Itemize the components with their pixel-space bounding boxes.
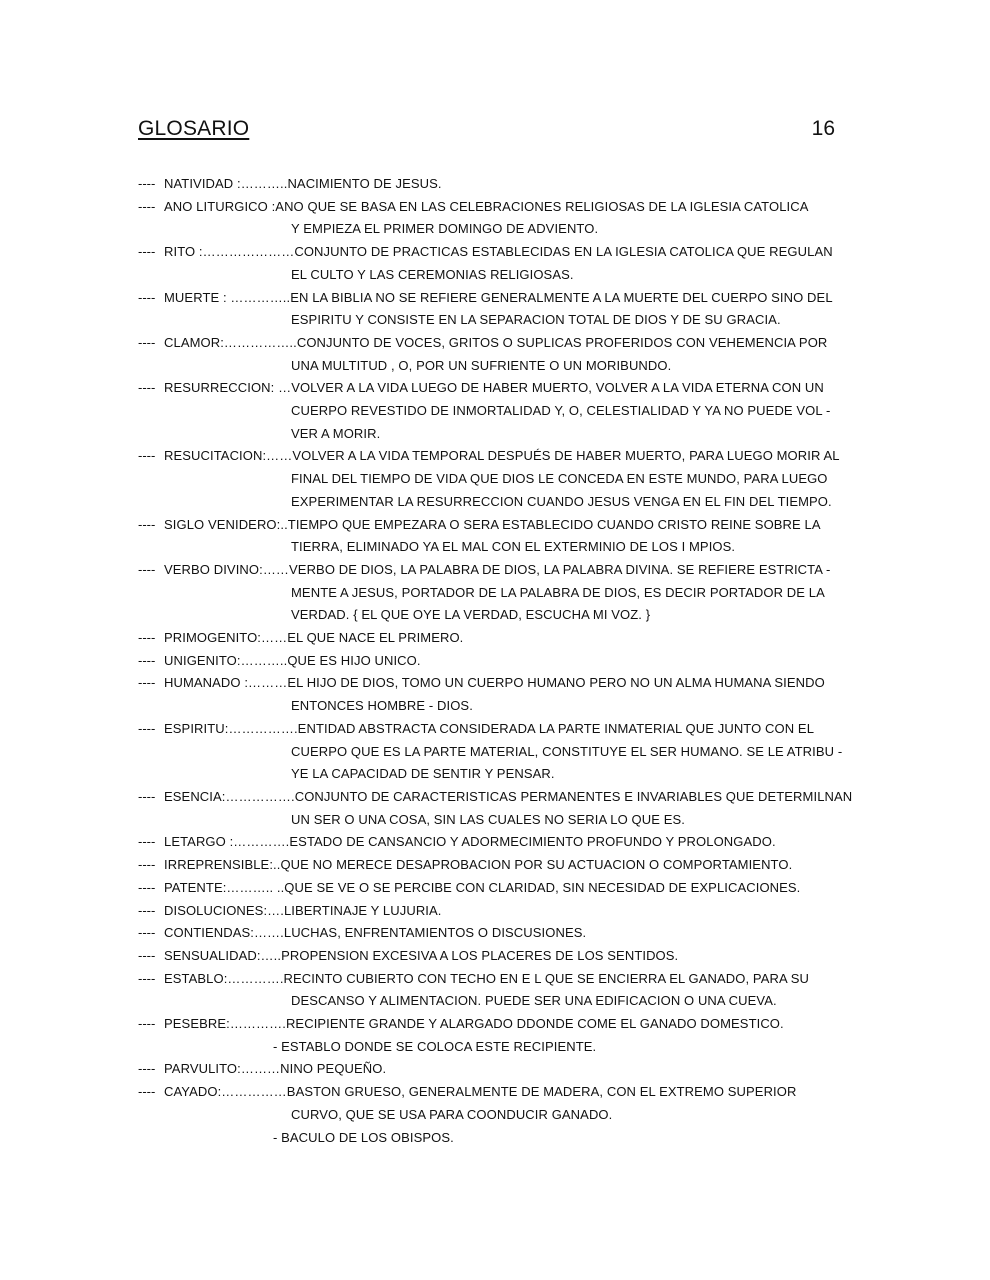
glossary-term: DISOLUCIONES:…. xyxy=(164,902,284,918)
glossary-term: LETARGO :…………. xyxy=(164,834,290,850)
glossary-list xyxy=(138,173,858,1149)
glossary-definition: .ENTIDAD ABSTRACTA CONSIDERADA LA PARTE INMATERIAL QUE JUNTO CON EL xyxy=(293,720,815,736)
glossary-term: RESURRECCION: … xyxy=(164,380,292,396)
glossary-definition-continuation: EXPERIMENTAR LA RESURRECCION CUANDO JESUS VENGA EN EL FIN DEL TIEMPO. xyxy=(291,493,832,509)
glossary-entry xyxy=(138,1081,858,1149)
glossary-definition: .RECIPIENTE GRANDE Y ALARGADO DDONDE COME EL GANADO DOMESTICO. xyxy=(282,1016,784,1032)
glossary-definition-continuation: EL CULTO Y LAS CEREMONIAS RELIGIOSAS. xyxy=(291,266,574,282)
glossary-definition: LIBERTINAJE Y LUJURIA. xyxy=(283,902,442,918)
glossary-entry-line xyxy=(138,377,858,400)
glossary-definition: .QUE SE VE O SE PERCIBE CON CLARIDAD, SIN NECESIDAD DE EXPLICACIONES. xyxy=(280,879,801,895)
glossary-entry-line xyxy=(138,1081,858,1104)
entry-dash: ---- xyxy=(138,947,156,963)
glossary-term: CLAMOR:…………….. xyxy=(164,334,297,350)
glossary-entry-line xyxy=(138,831,858,854)
glossary-definition-continuation: YE LA CAPACIDAD DE SENTIR Y PENSAR. xyxy=(291,766,555,782)
entry-dash: ---- xyxy=(138,1061,156,1077)
glossary-term: ANO LITURGICO : xyxy=(164,198,276,214)
entry-dash: ---- xyxy=(138,630,156,646)
glossary-definition-continuation: DESCANSO Y ALIMENTACION. PUEDE SER UNA EDIFICACION O UNA CUEVA. xyxy=(291,993,777,1009)
glossary-term: MUERTE : ………….. xyxy=(164,289,291,305)
entry-dash: ---- xyxy=(138,448,156,464)
glossary-entry-line xyxy=(138,241,858,264)
glossary-definition: EL QUE NACE EL PRIMERO. xyxy=(287,630,464,646)
glossary-entry-line xyxy=(138,559,858,582)
glossary-entry-line xyxy=(138,196,858,219)
entry-dash: ---- xyxy=(138,176,156,191)
glossary-entry-line xyxy=(138,922,858,945)
glossary-term: HUMANADO :……… xyxy=(164,675,288,691)
glossary-entry xyxy=(138,559,858,627)
glossary-definition-continuation: CUERPO REVESTIDO DE INMORTALIDAD Y, O, CELESTIALIDAD Y YA NO PUEDE VOL - xyxy=(291,403,831,419)
glossary-entry-line xyxy=(138,786,858,809)
glossary-entry xyxy=(138,173,858,196)
glossary-entry xyxy=(138,196,858,241)
glossary-definition: .RECINTO CUBIERTO CON TECHO EN E L QUE SE ENCIERRA EL GANADO, PARA SU xyxy=(279,970,810,986)
glossary-definition: EN LA BIBLIA NO SE REFIERE GENERALMENTE A LA MUERTE DEL CUERPO SINO DEL xyxy=(290,289,833,305)
entry-dash: ---- xyxy=(138,1084,156,1100)
glossary-definition-continuation: Y EMPIEZA EL PRIMER DOMINGO DE ADVIENTO. xyxy=(291,221,599,237)
glossary-entry-line xyxy=(138,445,858,468)
glossary-entry-line xyxy=(138,287,858,310)
glossary-term: ESTABLO:………… xyxy=(164,970,280,986)
glossary-entry xyxy=(138,377,858,445)
glossary-definition: CONJUNTO DE CARACTERISTICAS PERMANENTES E INVARIABLES QUE DETERMILNAN xyxy=(294,788,853,804)
glossary-term: UNIGENITO:……….. xyxy=(164,652,288,668)
entry-dash: ---- xyxy=(138,198,156,214)
entry-dash: ---- xyxy=(138,334,156,350)
glossary-definition: ESTADO DE CANSANCIO Y ADORMECIMIENTO PROFUNDO Y PROLONGADO. xyxy=(289,834,776,850)
entry-dash: ---- xyxy=(138,561,156,577)
glossary-sub-definition: - ESTABLO DONDE SE COLOCA ESTE RECIPIENTE. xyxy=(273,1038,597,1054)
glossary-definition: NACIMIENTO DE JESUS. xyxy=(287,176,442,191)
glossary-entry-line xyxy=(138,514,858,537)
glossary-definition: ANO QUE SE BASA EN LAS CELEBRACIONES RELIGIOSAS DE LA IGLESIA CATOLICA xyxy=(275,198,809,214)
glossary-term: RESUCITACION:…… xyxy=(164,448,293,464)
entry-dash: ---- xyxy=(138,380,156,396)
glossary-definition: BASTON GRUESO, GENERALMENTE DE MADERA, CON EL EXTREMO SUPERIOR xyxy=(286,1084,797,1100)
glossary-entry xyxy=(138,1013,858,1058)
glossary-entry-line xyxy=(138,1013,858,1036)
glossary-entry xyxy=(138,922,858,945)
glossary-term: IRREPRENSIBLE:.. xyxy=(164,857,281,873)
glossary-term: PARVULITO:……… xyxy=(164,1061,281,1077)
glossary-definition-continuation: ESPIRITU Y CONSISTE EN LA SEPARACION TOTAL DE DIOS Y DE SU GRACIA. xyxy=(291,312,781,328)
glossary-term: CAYADO:…………… xyxy=(164,1084,287,1100)
glossary-entry xyxy=(138,514,858,559)
glossary-entry xyxy=(138,287,858,332)
entry-dash: ---- xyxy=(138,925,156,941)
glossary-term: ESENCIA:……………. xyxy=(164,788,295,804)
glossary-definition-continuation: MENTE A JESUS, PORTADOR DE LA PALABRA DE DIOS, ES DECIR PORTADOR DE LA xyxy=(291,584,825,600)
glossary-definition-continuation: VERDAD. { EL QUE OYE LA VERDAD, ESCUCHA MI VOZ. } xyxy=(291,607,651,623)
glossary-definition: EL HIJO DE DIOS, TOMO UN CUERPO HUMANO PERO NO UN ALMA HUMANA SIENDO xyxy=(287,675,825,691)
entry-dash: ---- xyxy=(138,902,156,918)
glossary-definition: VOLVER A LA VIDA LUEGO DE HABER MUERTO, VOLVER A LA VIDA ETERNA CON UN xyxy=(291,380,824,396)
glossary-definition: LUCHAS, ENFRENTAMIENTOS O DISCUSIONES. xyxy=(283,925,587,941)
glossary-term: SIGLO VENIDERO:.. xyxy=(164,516,288,532)
glossary-entry xyxy=(138,877,858,900)
glossary-definition-continuation: UN SER O UNA COSA, SIN LAS CUALES NO SERIA LO QUE ES. xyxy=(291,811,685,827)
glossary-entry-line xyxy=(138,877,858,900)
glossary-entry-line xyxy=(138,332,858,355)
glossary-definition: NINO PEQUEÑO. xyxy=(280,1061,387,1077)
entry-dash: ---- xyxy=(138,788,156,804)
glossary-entry xyxy=(138,968,858,1013)
entry-dash: ---- xyxy=(138,652,156,668)
glossary-definition-continuation: VER A MORIR. xyxy=(291,425,381,441)
page-header xyxy=(138,117,838,145)
entry-dash: ---- xyxy=(138,720,156,736)
glossary-definition-continuation: CUERPO QUE ES LA PARTE MATERIAL, CONSTITUYE EL SER HUMANO. SE LE ATRIBU - xyxy=(291,743,843,759)
entry-dash: ---- xyxy=(138,516,156,532)
entry-dash: ---- xyxy=(138,289,156,305)
glossary-entry-line xyxy=(138,945,858,968)
glossary-entry xyxy=(138,1058,858,1081)
glossary-entry xyxy=(138,332,858,377)
glossary-term: PESEBRE:………… xyxy=(164,1016,283,1032)
glossary-entry-line xyxy=(138,650,858,673)
glossary-definition: VOLVER A LA VIDA TEMPORAL DESPUÉS DE HABER MUERTO, PARA LUEGO MORIR AL xyxy=(292,448,840,464)
entry-dash: ---- xyxy=(138,857,156,873)
glossary-entry xyxy=(138,900,858,923)
glossary-entry-line xyxy=(138,718,858,741)
glossary-term: ESPIRITU:…………… xyxy=(164,720,294,736)
page-number: 16 xyxy=(811,117,835,140)
glossary-definition-continuation: TIERRA, ELIMINADO YA EL MAL CON EL EXTERMINIO DE LOS I MPIOS. xyxy=(291,539,736,555)
glossary-definition: PROPENSION EXCESIVA A LOS PLACERES DE LOS SENTIDOS. xyxy=(281,947,679,963)
glossary-entry-line xyxy=(138,968,858,991)
glossary-entry-line xyxy=(138,900,858,923)
glossary-definition-continuation: FINAL DEL TIEMPO DE VIDA QUE DIOS LE CONCEDA EN ESTE MUNDO, PARA LUEGO xyxy=(291,471,828,487)
glossary-entry xyxy=(138,241,858,286)
glossary-entry xyxy=(138,672,858,717)
glossary-definition: QUE NO MERECE DESAPROBACION POR SU ACTUACION O COMPORTAMIENTO. xyxy=(280,857,793,873)
glossary-entry-line xyxy=(138,1058,858,1081)
glossary-entry xyxy=(138,445,858,513)
glossary-term: RITO :………………… xyxy=(164,244,295,260)
glossary-definition-continuation: CURVO, QUE SE USA PARA COONDUCIR GANADO. xyxy=(291,1106,613,1122)
entry-dash: ---- xyxy=(138,675,156,691)
glossary-definition: CONJUNTO DE PRACTICAS ESTABLECIDAS EN LA IGLESIA CATOLICA QUE REGULAN xyxy=(294,244,833,260)
glossary-definition: VERBO DE DIOS, LA PALABRA DE DIOS, LA PALABRA DIVINA. SE REFIERE ESTRICTA - xyxy=(289,561,831,577)
entry-dash: ---- xyxy=(138,244,156,260)
glossary-definition: QUE ES HIJO UNICO. xyxy=(287,652,421,668)
glossary-entry-line xyxy=(138,627,858,650)
glossary-entry xyxy=(138,650,858,673)
glossary-entry xyxy=(138,854,858,877)
glossary-term: VERBO DIVINO:…… xyxy=(164,561,290,577)
entry-dash: ---- xyxy=(138,970,156,986)
glossary-term: SENSUALIDAD:….. xyxy=(164,947,282,963)
glossary-entry xyxy=(138,945,858,968)
page-title: GLOSARIO xyxy=(138,117,250,140)
entry-dash: ---- xyxy=(138,834,156,850)
entry-dash: ---- xyxy=(138,879,156,895)
glossary-entry-line xyxy=(138,672,858,695)
glossary-definition: TIEMPO QUE EMPEZARA O SERA ESTABLECIDO CUANDO CRISTO REINE SOBRE LA xyxy=(287,516,821,532)
glossary-entry xyxy=(138,627,858,650)
glossary-entry xyxy=(138,831,858,854)
glossary-entry-line xyxy=(138,173,858,196)
glossary-entry-line xyxy=(138,854,858,877)
glossary-sub-definition: - BACULO DE LOS OBISPOS. xyxy=(273,1129,454,1145)
glossary-entry xyxy=(138,718,858,786)
glossary-entry xyxy=(138,786,858,831)
glossary-definition-continuation: ENTONCES HOMBRE - DIOS. xyxy=(291,698,473,714)
glossary-term: PATENTE:……….. . xyxy=(164,879,281,895)
glossary-term: NATIVIDAD :……….. xyxy=(164,176,288,191)
glossary-term: PRIMOGENITO:…… xyxy=(164,630,288,646)
entry-dash: ---- xyxy=(138,1016,156,1032)
glossary-definition-continuation: UNA MULTITUD , O, POR UN SUFRIENTE O UN MORIBUNDO. xyxy=(291,357,672,373)
glossary-term: CONTIENDAS:……. xyxy=(164,925,284,941)
glossary-definition: CONJUNTO DE VOCES, GRITOS O SUPLICAS PROFERIDOS CON VEHEMENCIA POR xyxy=(296,334,828,350)
